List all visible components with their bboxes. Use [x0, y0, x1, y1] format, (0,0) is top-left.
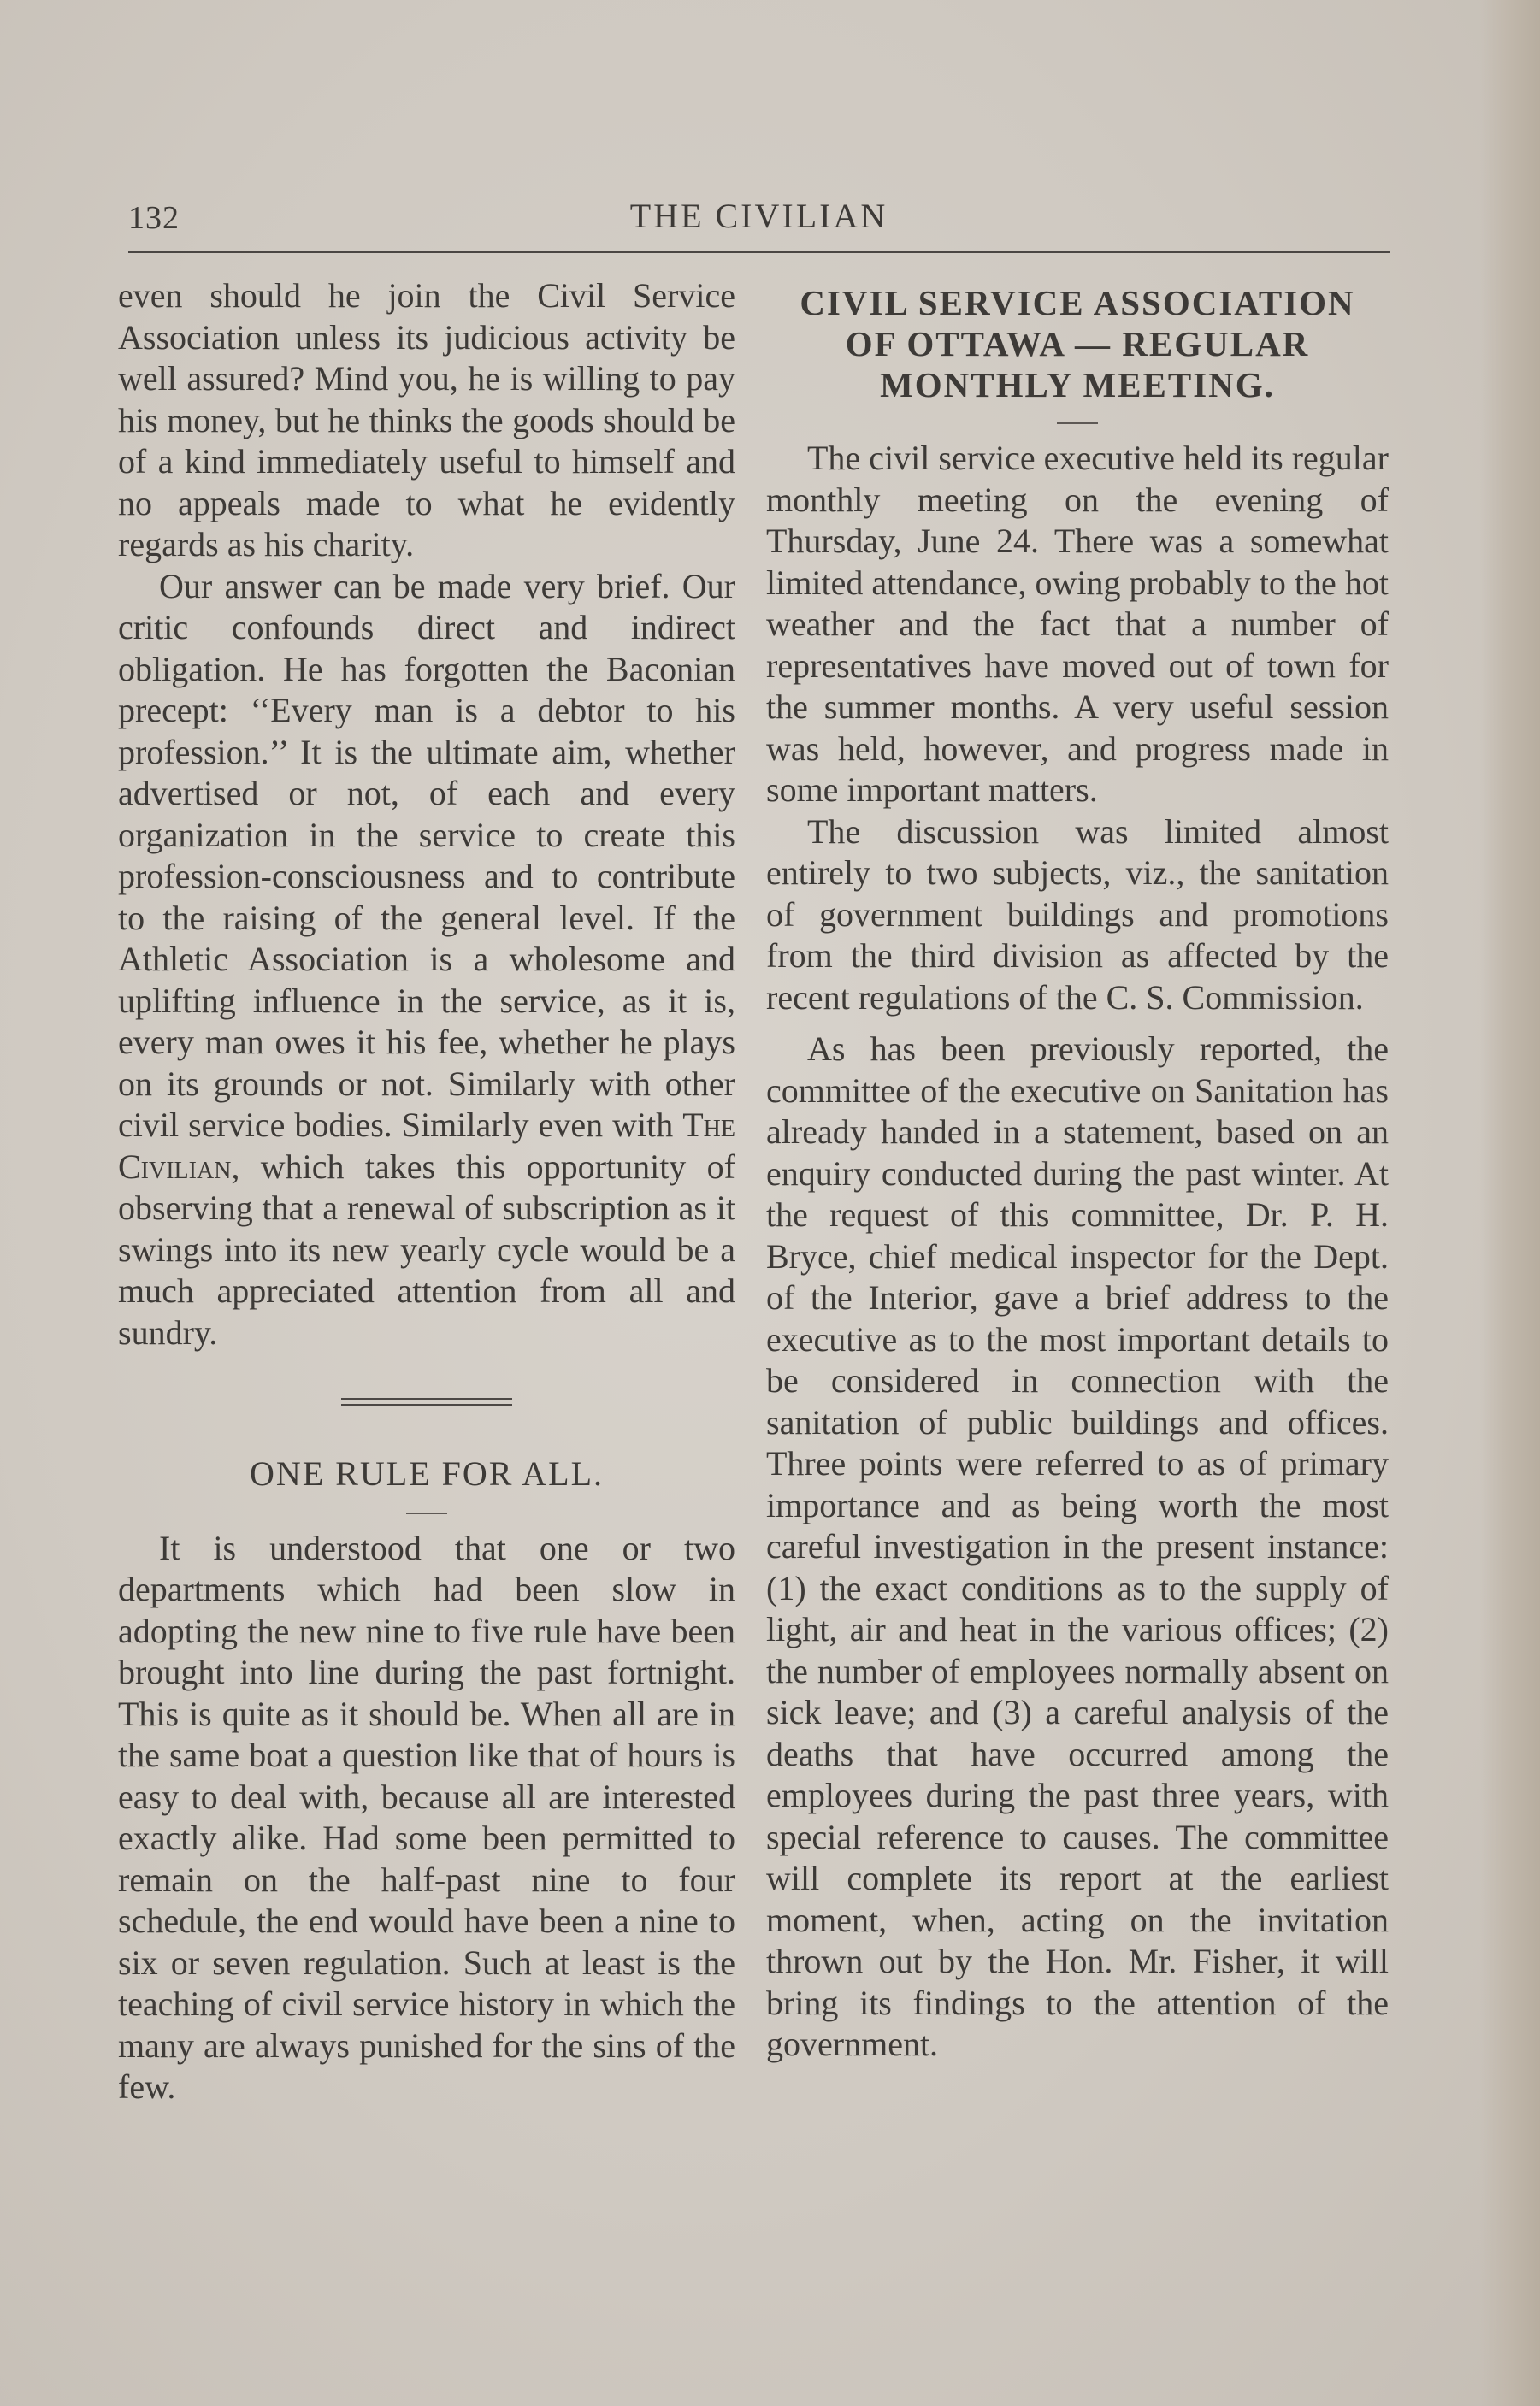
- section-divider: [341, 1398, 512, 1406]
- article-heading: [766, 282, 1389, 405]
- right-paragraph-3: As has been previously reported, the committee of the executive on Sanitation has already handed in a statement, based on an enquiry conducted during the past winter. At the request of this committee, Dr. P. H. Bryce, chief medical inspector for the Dept. of the Interior, gave a brief address to the executive as to the most important details to be considered in connection with the sanitation of public buildings and offices. Three points were referred to as of primary importance and as being worth the most careful investigation in the present instance: (1) the exact conditions as to the supply of light, air and heat in the various offices; (2) the number of employees normally absent on sick leave; and (3) a careful analysis of the deaths that have occurred among the employees during the past three years, with special reference to causes. The committee will complete its report at the earliest moment, when, acting on the invitation thrown out by the Hon. Mr. Fisher, it will bring its findings to the attention of the government.: [766, 1029, 1389, 2063]
- heading-dash: [1057, 422, 1098, 424]
- page-header: [128, 192, 1390, 244]
- publication-name-smallcaps: The Civilian: [118, 1106, 735, 1186]
- left-paragraph-1: even should he join the Civil Service Association unless its judicious activity be well assured? Mind you, he is willing to pay his money, but he thinks the goods should be of a kind immediately useful to himself and no appeals made to what he evidently regards as his charity.: [118, 276, 735, 563]
- left-paragraph-3: It is understood that one or two departments which had been slow in adopting the new nine to five rule have been brought into line during the past fortnight. This is quite as it should be. When all are in the same boat a question like that of hours is easy to deal with, because all are interested exactly alike. Had some been permitted to remain on the half-past nine to four schedule, the end would have been a nine to six or seven regulation. Such at least is the teaching of civil service history in which the many are always punished for the sins of the few.: [118, 1528, 735, 2106]
- header-rule: [128, 251, 1390, 253]
- left-paragraph-2: [118, 566, 735, 1354]
- page-number: 132: [128, 200, 180, 236]
- heading-dash: [406, 1513, 447, 1514]
- right-column: [766, 275, 1389, 2066]
- article-heading-line-2: OF OTTAWA — REGULAR: [845, 324, 1310, 363]
- section-heading-one-rule: ONE RULE FOR ALL.: [250, 1454, 604, 1493]
- page-edge-shadow: [1480, 0, 1540, 2406]
- right-paragraph-1: The civil service executive held its regular monthly meeting on the evening of Thursday, June 24. There was a somewhat limited attendance, owing probably to the hot weather and the fact that a number of representatives have moved out of town for the summer months. A very useful session was held, however, and progress made in some important matters.: [766, 439, 1389, 809]
- left-paragraph-2-text-end: , which takes this opportunity of observing that a renewal of subscription as it swings into its new yearly cycle would be a much appreciated attention from all and sundry.: [118, 1147, 735, 1352]
- article-heading-line-1: CIVIL SERVICE ASSOCIATION: [800, 283, 1355, 322]
- left-column: [118, 275, 735, 2108]
- publication-title: THE CIVILIAN: [629, 197, 888, 235]
- article-heading-line-3: MONTHLY MEETING.: [880, 365, 1275, 404]
- left-paragraph-2-text: Our answer can be made very brief. Our critic confounds direct and indirect obligation. He has forgotten the Baconian precept: ‘‘Every man is a debtor to his profession.’’ It is the ultimate aim, whether advertised or not, of each and every organization in the service to create this profession-consciousness and to contribute to the raising of the general level. If the Athletic Association is a wholesome and uplifting influence in the service, as it is, every man owes it his fee, whether he plays on its grounds or not. Similarly with other civil service bodies. Similarly even with: [118, 566, 735, 1144]
- right-paragraph-2: The discussion was limited almost entirely to two subjects, viz., the sanitation of government buildings and promotions from the third division as affected by the recent regulations of the C. S. Commission.: [766, 811, 1389, 1017]
